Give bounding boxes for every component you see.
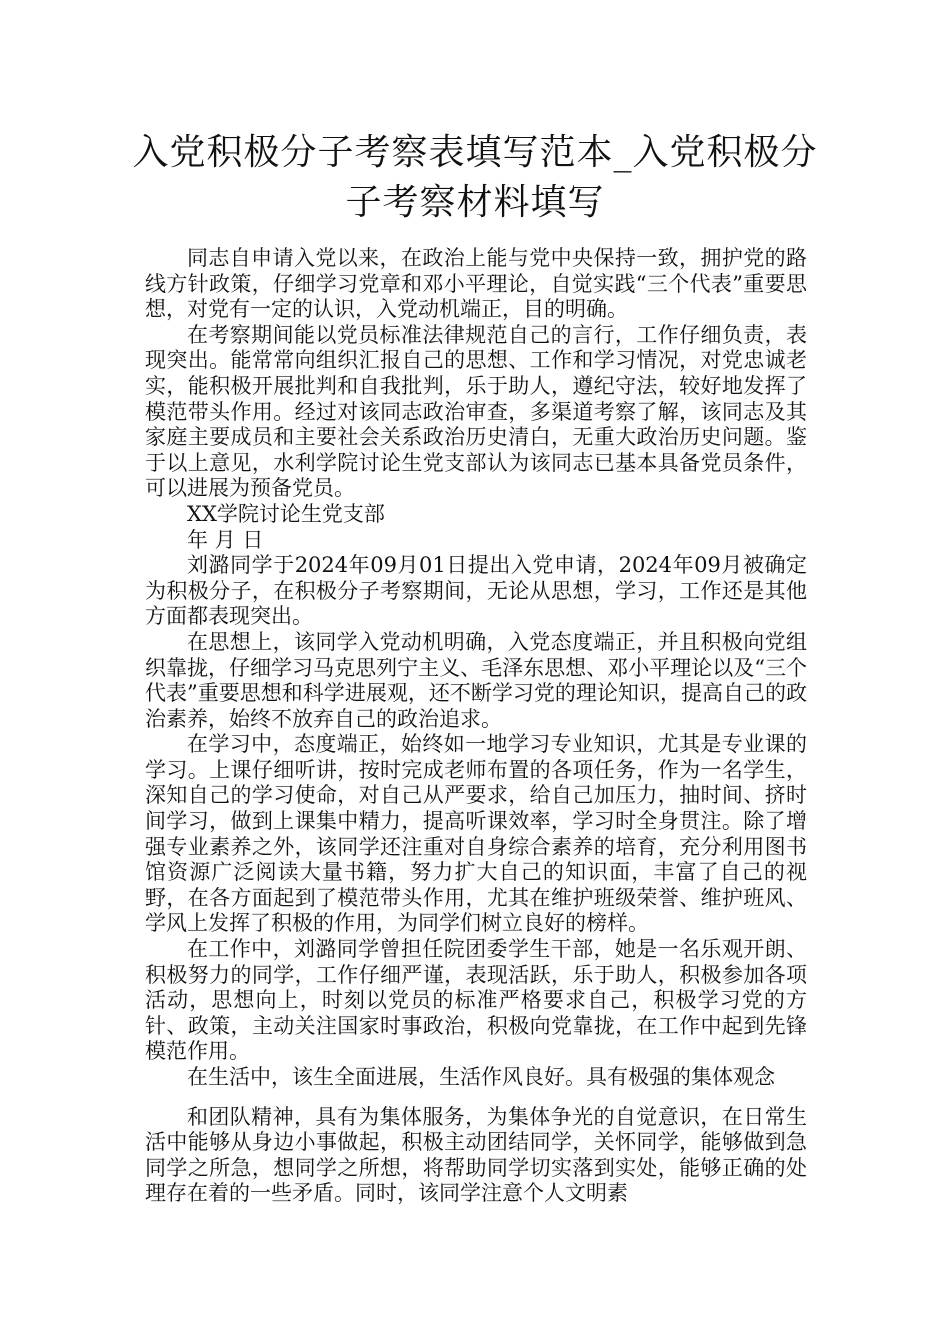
paragraph-assessment: 在考察期间能以党员标准法律规范自己的言行，工作仔细负责，表现突出。能常常向组织汇报自己的思想、工作和学习情况，对党忠诚老实，能积极开展批判和自我批判，乐于助人，遵纪守法，较好地发挥了模范带头作用。经过对该同志政治审查，多渠道考察了解，该同志及其家庭主要成员和主要社会关系政治历史清白，无重大政治历史问题。鉴于以上意见，水利学院讨论生党支部认为该同志已基本具备党员条件，可以进展为预备党员。 [145, 322, 807, 501]
title-line-1: 入党积极分子考察表填写范本_入党积极分 [132, 132, 818, 173]
paragraph-study: 在学习中，态度端正，始终如一地学习专业知识，尤其是专业课的学习。上课仔细听讲，按时完成老师布置的各项任务，作为一名学生，深知自己的学习使命，对自己从严要求，给自己加压力，抽时间、挤时间学习，做到上课集中精力，提高听课效率，学习时全身贯注。除了增强专业素养之外，该同学还注重对自身综合素养的培育，充分利用图书馆资源广泛阅读大量书籍，努力扩大自己的知识面，丰富了自己的视野，在各方面起到了模范带头作用，尤其在维护班级荣誉、维护班风、学风上发挥了积极的作用，为同学们树立良好的榜样。 [145, 732, 807, 936]
document-body [145, 246, 807, 1207]
paragraph-application: 刘潞同学于2024年09月01日提出入党申请，2024年09月被确定为积极分子，在积极分子考察期间，无论从思想，学习，工作还是其他方面都表现突出。 [145, 553, 807, 629]
paragraph-teamwork: 和团队精神，具有为集体服务，为集体争光的自觉意识，在日常生活中能够从身边小事做起，积极主动团结同学，关怀同学，能够做到急同学之所急，想同学之所想，将帮助同学切实落到实处，能够正确的处理存在着的一些矛盾。同时，该同学注意个人文明素 [145, 1104, 807, 1206]
paragraph-work: 在工作中，刘潞同学曾担任院团委学生干部，她是一名乐观开朗、积极努力的同学，工作仔细严谨，表现活跃，乐于助人，积极参加各项活动，思想向上，时刻以党员的标准严格要求自己，积极学习党的方针、政策，主动关注国家时事政治，积极向党靠拢，在工作中起到先锋模范作用。 [145, 937, 807, 1064]
signature-date: 年 月 日 [187, 527, 264, 552]
paragraph-intro: 同志自申请入党以来，在政治上能与党中央保持一致，拥护党的路线方针政策，仔细学习党章和邓小平理论，自觉实践“三个代表”重要思想，对党有一定的认识，入党动机端正，目的明确。 [145, 246, 807, 322]
title-line-2: 子考察材料填写 [345, 182, 605, 223]
paragraph-life: 在生活中，该生全面进展，生活作风良好。具有极强的集体观念 [187, 1065, 775, 1089]
document-title [120, 128, 830, 228]
paragraph-thought: 在思想上，该同学入党动机明确，入党态度端正，并且积极向党组织靠拢，仔细学习马克思列宁主义、毛泽东思想、邓小平理论以及“三个代表”重要思想和科学进展观，还不断学习党的理论知识，提高自己的政治素养，始终不放弃自己的政治追求。 [145, 629, 807, 731]
signature-branch: XX学院讨论生党支部 [187, 501, 385, 526]
